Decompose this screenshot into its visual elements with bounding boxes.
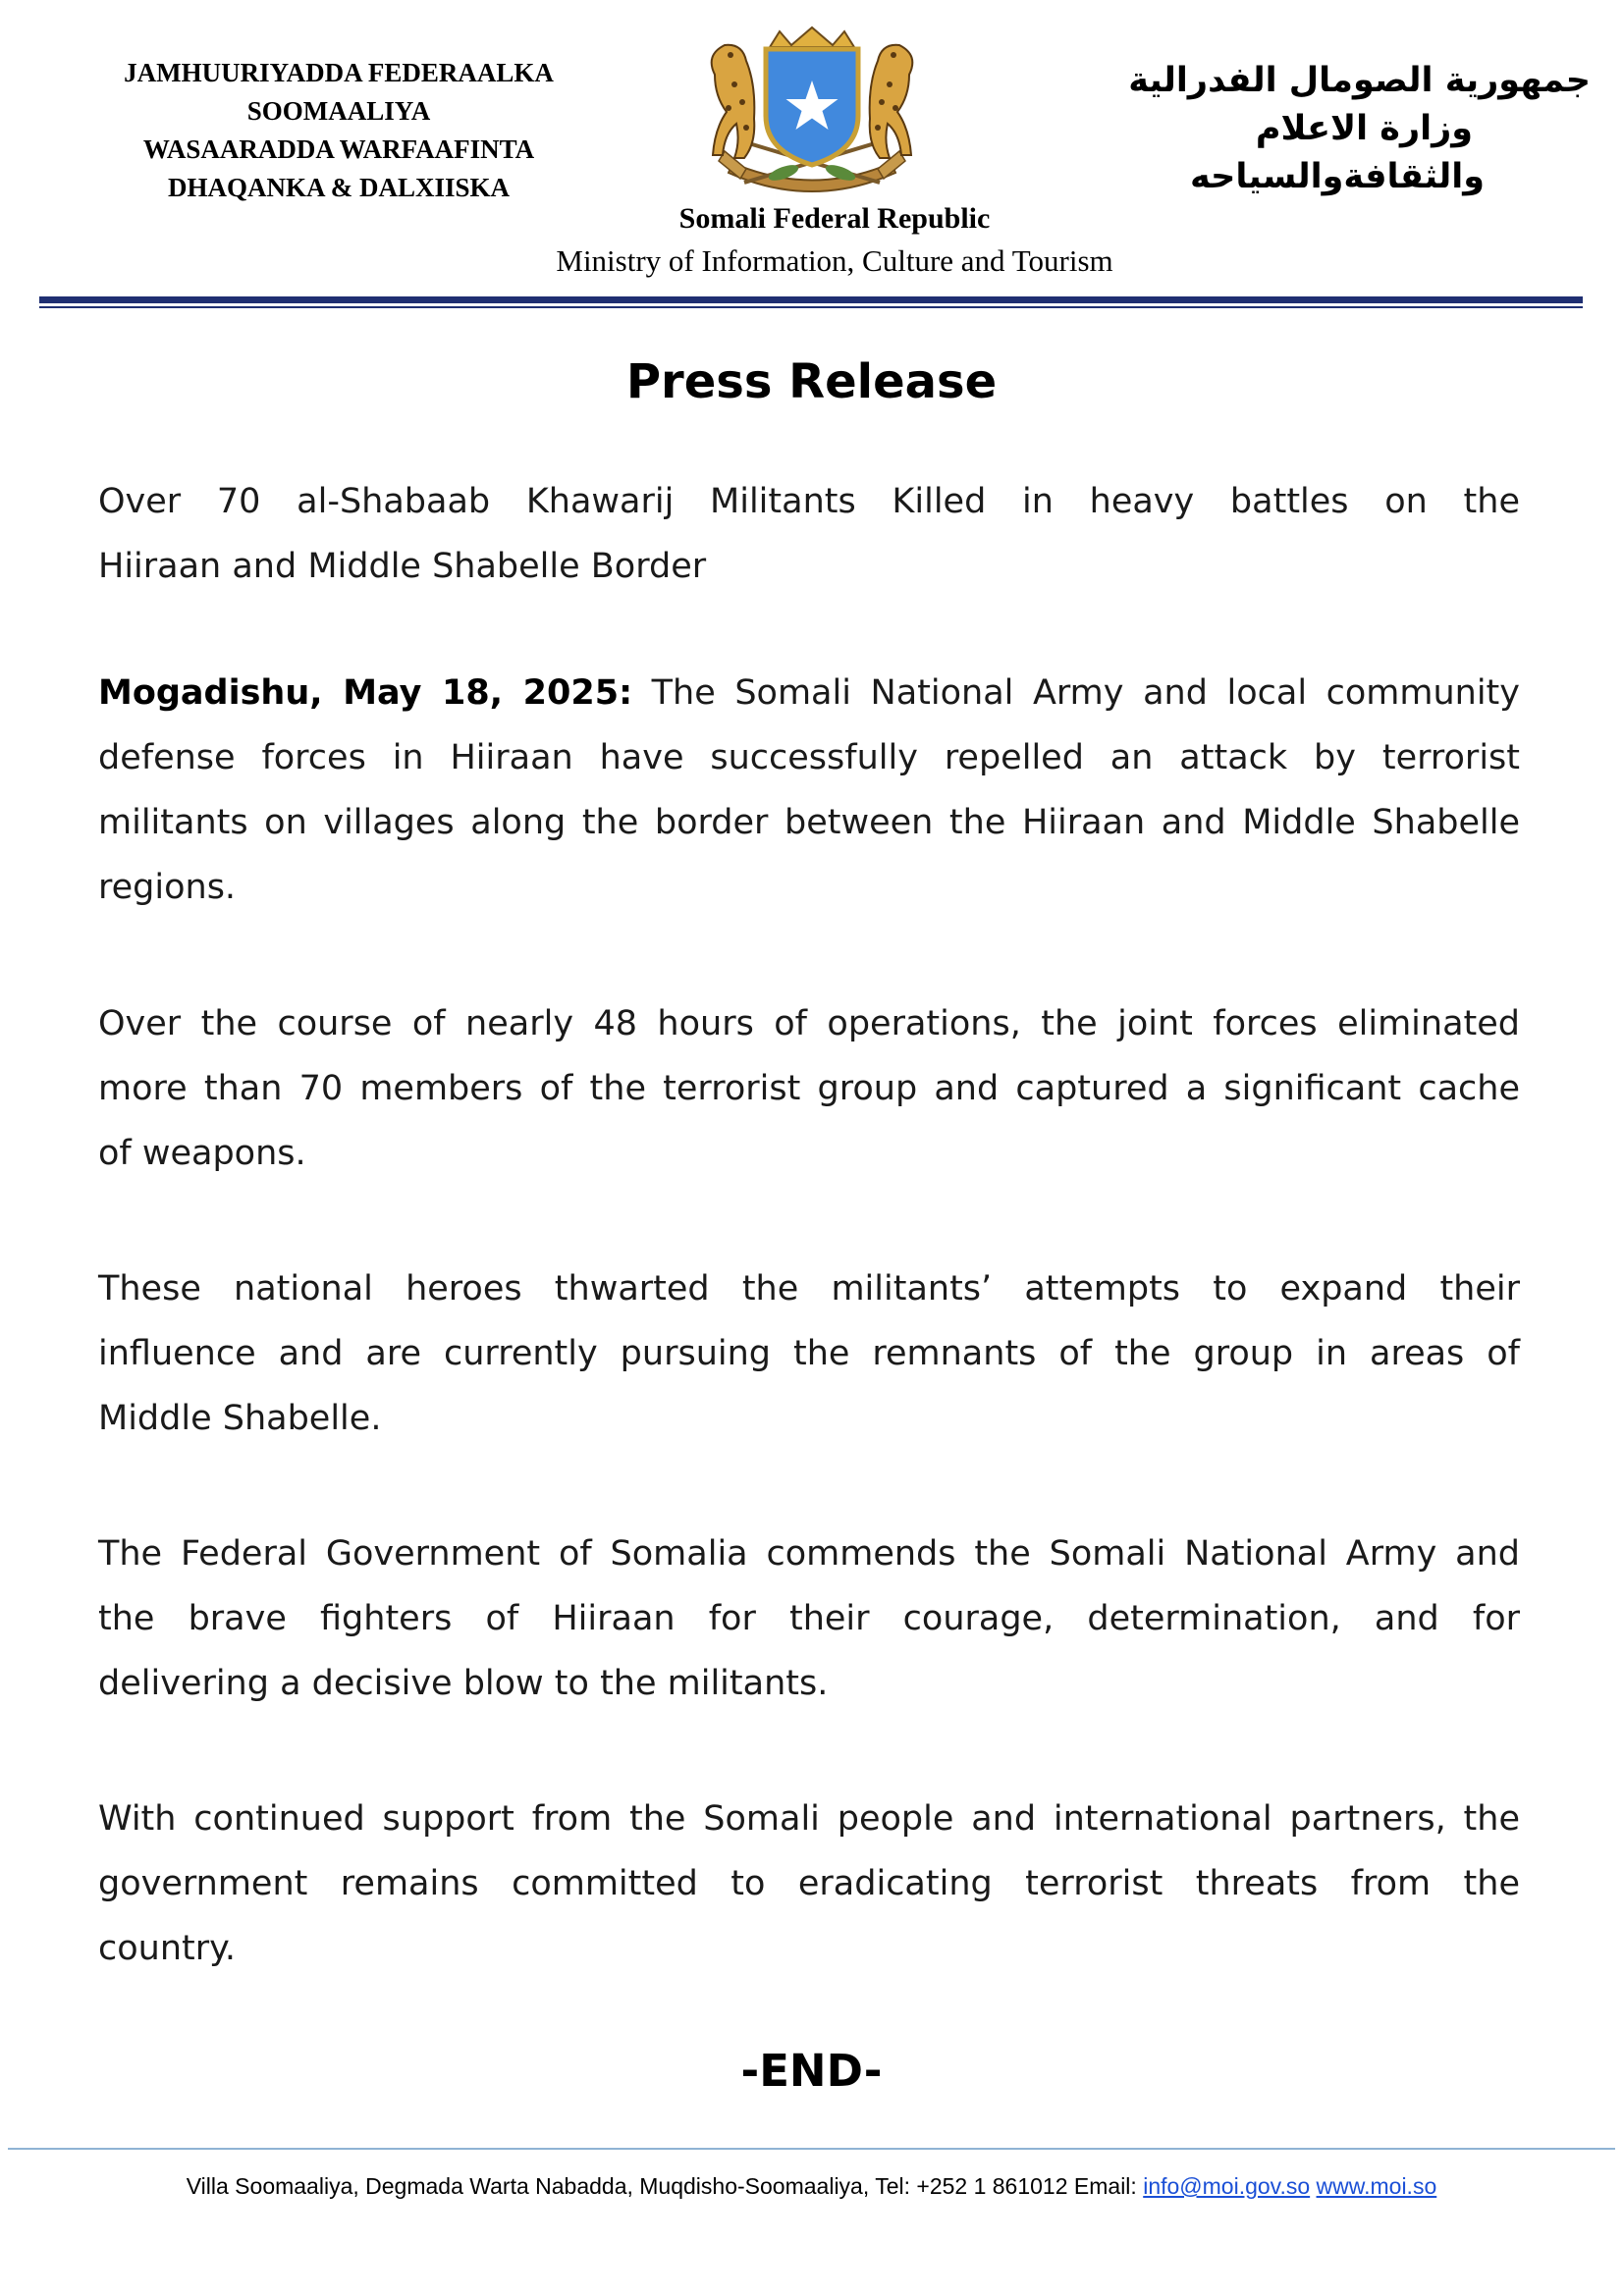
header-divider-thin bbox=[39, 306, 1583, 308]
paragraph-5-line-2: government remains committed to eradicating terrorist threats from the bbox=[98, 1864, 1520, 1903]
dateline: Mogadishu, May 18, 2025: bbox=[98, 673, 633, 713]
footer-divider bbox=[8, 2148, 1615, 2150]
paragraph-3-line-1: These national heroes thwarted the militants’ attempts to expand their bbox=[98, 1269, 1520, 1308]
paragraph-1-line-1 bbox=[98, 661, 1520, 725]
footer-address: Villa Soomaaliya, Degmada Warta Nabadda, Muqdisho-Soomaaliya, Tel: +252 1 861012 Email: bbox=[186, 2173, 1144, 2199]
paragraph-1-line-4: regions. bbox=[98, 868, 237, 907]
paragraph-5-line-1: With continued support from the Somali people and international partners, the bbox=[98, 1799, 1520, 1839]
paragraph-3 bbox=[98, 1256, 1520, 1451]
paragraph-5 bbox=[98, 1787, 1520, 1981]
ministry-name: Ministry of Information, Culture and Tourism bbox=[556, 243, 1113, 278]
footer-contact bbox=[0, 2171, 1623, 2201]
paragraph-3-line-2: influence and are currently pursuing the remnants of the group in areas of bbox=[98, 1334, 1520, 1373]
paragraph-5-line-3: country. bbox=[98, 1929, 236, 1968]
paragraph-1 bbox=[98, 661, 1520, 920]
arabic-line-2: وزارة الاعلام bbox=[1255, 109, 1473, 148]
end-mark: -END- bbox=[740, 2045, 883, 2097]
somali-line-2: SOOMAALIYA bbox=[246, 96, 431, 126]
ministry-english-block bbox=[442, 198, 1227, 283]
paragraph-1-line-2: defense forces in Hiiraan have successfully repelled an attack by terrorist bbox=[98, 738, 1520, 777]
arabic-line-1: جمهورية الصومال الفدرالية bbox=[1128, 61, 1591, 100]
somalia-coat-of-arms-icon bbox=[685, 26, 939, 200]
document-title: Press Release bbox=[625, 354, 998, 409]
paragraph-4-line-2: the brave fighters of Hiiraan for their courage, determination, and for bbox=[98, 1599, 1520, 1638]
header-divider-thick bbox=[39, 296, 1583, 303]
headline-line-2: Hiiraan and Middle Shabelle Border bbox=[98, 547, 707, 586]
footer-email-link[interactable]: info@moi.gov.so bbox=[1143, 2173, 1311, 2199]
republic-name: Somali Federal Republic bbox=[678, 202, 991, 235]
somali-line-1: JAMHUURIYADDA FEDERAALKA bbox=[124, 58, 554, 87]
headline bbox=[98, 469, 1520, 599]
paragraph-4-line-1: The Federal Government of Somalia commends the Somali National Army and bbox=[98, 1534, 1520, 1574]
paragraph-2-line-2: more than 70 members of the terrorist group and captured a significant cache bbox=[98, 1069, 1520, 1108]
footer-website-link[interactable]: www.moi.so bbox=[1316, 2173, 1437, 2199]
paragraph-2-line-3: of weapons. bbox=[98, 1134, 306, 1173]
paragraph-4 bbox=[98, 1522, 1520, 1716]
arabic-line-3: والثقافةوالسياحه bbox=[1189, 157, 1485, 196]
letterhead-somali-block bbox=[59, 54, 619, 207]
somali-line-4: DHAQANKA & DALXIISKA bbox=[167, 173, 511, 202]
letterhead-arabic-block bbox=[1080, 57, 1591, 201]
paragraph-2-line-1: Over the course of nearly 48 hours of operations, the joint forces eliminated bbox=[98, 1004, 1520, 1043]
somali-line-3: WASAARADDA WARFAAFINTA bbox=[142, 134, 535, 164]
paragraph-1-line-1-text: The Somali National Army and local community bbox=[632, 673, 1520, 713]
headline-line-1: Over 70 al-Shabaab Khawarij Militants Killed in heavy battles on the bbox=[98, 482, 1520, 521]
paragraph-3-line-3: Middle Shabelle. bbox=[98, 1399, 382, 1438]
paragraph-2 bbox=[98, 991, 1520, 1186]
paragraph-1-line-3: militants on villages along the border between the Hiiraan and Middle Shabelle bbox=[98, 803, 1520, 842]
paragraph-4-line-3: delivering a decisive blow to the militants. bbox=[98, 1664, 829, 1703]
